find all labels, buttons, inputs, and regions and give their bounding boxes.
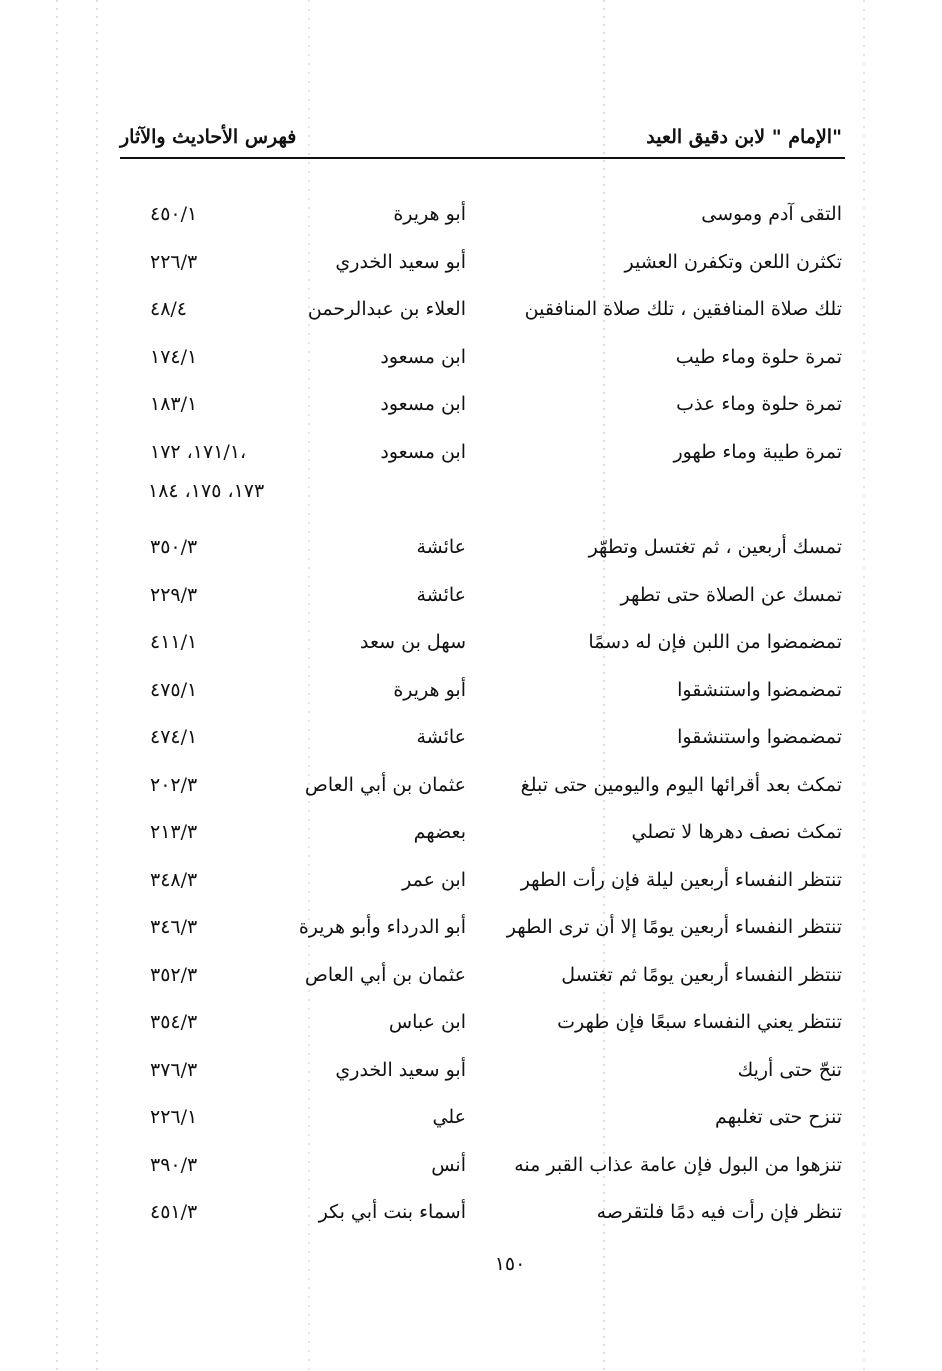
table-row: [0, 576, 942, 616]
table-row: [0, 243, 942, 283]
table-row: [0, 718, 942, 758]
volume-page-ref: ٢٢٦/١: [150, 1106, 198, 1128]
table-row: [0, 956, 942, 996]
narrator: عثمان بن أبي العاص: [304, 774, 466, 796]
narrator: أبو سعيد الخدري: [335, 1059, 466, 1081]
table-row: [0, 813, 942, 853]
volume-page-ref: ٣٤٨/٣: [150, 869, 198, 891]
header-rule: [120, 157, 845, 159]
table-row: [0, 1003, 942, 1043]
table-row: [0, 1051, 942, 1091]
hadith-text: تنتظر يعني النفساء سبعًا فإن طهرت: [557, 1011, 842, 1033]
table-row: [0, 385, 942, 425]
volume-page-ref: ٢٠٢/٣: [150, 774, 198, 796]
table-row: [0, 433, 942, 473]
narrator: سهل بن سعد: [360, 631, 466, 653]
hadith-text: تمرة حلوة وماء طيب: [675, 346, 842, 368]
section-title: فهرس الأحاديث والآثار: [120, 126, 297, 148]
page-header: [120, 122, 850, 158]
hadith-text: تمضمضوا واستنشقوا: [677, 679, 842, 701]
table-row: [0, 290, 942, 330]
narrator: عائشة: [416, 536, 466, 558]
table-row: [0, 766, 942, 806]
hadith-text: تنتظر النفساء أربعين يومًا إلا أن ترى الطهر: [506, 916, 842, 938]
hadith-text: تلك صلاة المنافقين ، تلك صلاة المنافقين: [524, 298, 842, 320]
table-row: [0, 195, 942, 235]
volume-page-ref: ٢٢٦/٣: [150, 251, 198, 273]
volume-page-ref: ٤٧٥/١: [150, 679, 198, 701]
volume-page-ref: ٢٢٩/٣: [150, 584, 198, 606]
table-row: [0, 861, 942, 901]
hadith-text: تكثرن اللعن وتكفرن العشير: [624, 251, 842, 273]
volume-page-ref: ٣٧٦/٣: [150, 1059, 198, 1081]
narrator: العلاء بن عبدالرحمن: [307, 298, 466, 320]
narrator: ابن عباس: [388, 1011, 466, 1033]
hadith-text: تنحّ حتى أريك: [737, 1059, 842, 1081]
table-row: [0, 1146, 942, 1186]
narrator: ابن عمر: [402, 869, 466, 891]
table-row: [0, 528, 942, 568]
volume-page-ref: ٢١٣/٣: [150, 821, 198, 843]
narrator: أبو سعيد الخدري: [335, 251, 466, 273]
narrator: عثمان بن أبي العاص: [304, 964, 466, 986]
hadith-text: تمسك أربعين ، ثم تغتسل وتطهّر: [588, 536, 842, 558]
narrator: أسماء بنت أبي بكر: [318, 1201, 466, 1223]
volume-page-ref: ٣٥٠/٣: [150, 536, 198, 558]
narrator: علي: [432, 1106, 466, 1128]
hadith-text: تنزح حتى تغلبهم: [714, 1106, 842, 1128]
hadith-text: تمرة طيبة وماء طهور: [673, 441, 842, 463]
hadith-text: تمكث بعد أقرائها اليوم واليومين حتى تبلغ: [520, 774, 842, 796]
narrator: عائشة: [416, 584, 466, 606]
hadith-text: تنتظر النفساء أربعين يومًا ثم تغتسل: [561, 964, 842, 986]
volume-page-ref: ٤٥١/٣: [150, 1201, 198, 1223]
hadith-text: تنظر فإن رأت فيه دمًا فلتقرصه: [596, 1201, 842, 1223]
table-row: [0, 338, 942, 378]
volume-page-ref: ٣٤٦/٣: [150, 916, 198, 938]
table-row: [0, 908, 942, 948]
narrator: أنس: [431, 1154, 466, 1176]
volume-page-ref: ٣٥٢/٣: [150, 964, 198, 986]
narrator: بعضهم: [413, 821, 466, 843]
hadith-text: تمضمضوا من اللبن فإن له دسمًا: [588, 631, 842, 653]
table-row: [0, 1193, 942, 1233]
volume-page-ref: ١٧٤/١: [150, 346, 198, 368]
narrator: ابن مسعود: [380, 441, 466, 463]
table-row: [0, 1098, 942, 1138]
book-title: "الإمام " لابن دقيق العيد: [646, 126, 842, 148]
hadith-text: تنتظر النفساء أربعين ليلة فإن رأت الطهر: [520, 869, 842, 891]
volume-page-ref: ١٧١/١، ١٧٢،: [150, 441, 247, 463]
volume-page-ref: ٤٧٤/١: [150, 726, 198, 748]
narrator: أبو الدرداء وأبو هريرة: [298, 916, 466, 938]
volume-page-ref: ١٨٣/١: [150, 393, 198, 415]
hadith-text: تمسك عن الصلاة حتى تطهر: [620, 584, 842, 606]
volume-page-ref: ٤٨/٤: [150, 298, 188, 320]
narrator: ابن مسعود: [380, 346, 466, 368]
narrator: أبو هريرة: [393, 203, 466, 225]
volume-page-ref: ٤٥٠/١: [150, 203, 198, 225]
narrator: ابن مسعود: [380, 393, 466, 415]
table-row: [0, 671, 942, 711]
ref-continuation: ١٧٣، ١٧٥، ١٨٤: [148, 480, 265, 502]
hadith-text: تمضمضوا واستنشقوا: [677, 726, 842, 748]
hadith-text: التقى آدم وموسى: [701, 203, 842, 225]
narrator: عائشة: [416, 726, 466, 748]
volume-page-ref: ٣٩٠/٣: [150, 1154, 198, 1176]
volume-page-ref: ٤١١/١: [150, 631, 198, 653]
volume-page-ref: ٣٥٤/٣: [150, 1011, 198, 1033]
page-number: ١٥٠: [494, 1253, 526, 1275]
hadith-text: تمكث نصف دهرها لا تصلي: [631, 821, 842, 843]
table-row: [0, 623, 942, 663]
hadith-text: تنزهوا من البول فإن عامة عذاب القبر منه: [514, 1154, 842, 1176]
narrator: أبو هريرة: [393, 679, 466, 701]
hadith-text: تمرة حلوة وماء عذب: [676, 393, 842, 415]
